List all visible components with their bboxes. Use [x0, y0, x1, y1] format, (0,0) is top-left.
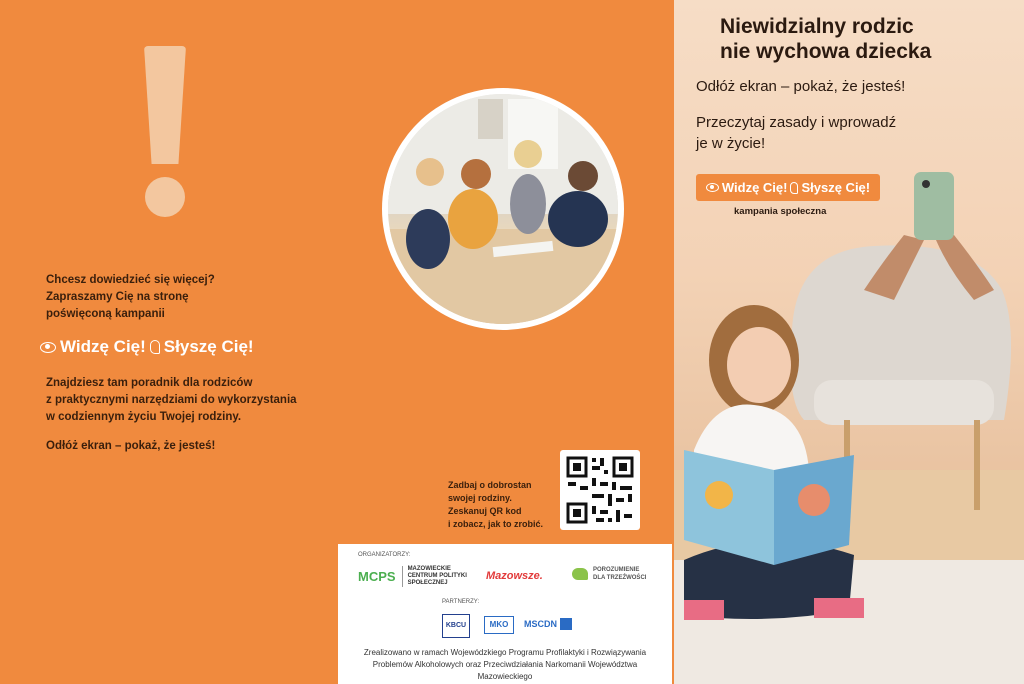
mko-logo: MKO: [484, 616, 514, 634]
mcps-line-1: MAZOWIECKIE: [407, 566, 451, 572]
qr-code-image: [560, 450, 640, 530]
mcps-acronym: MCPS: [358, 569, 396, 584]
eye-icon: [706, 183, 719, 192]
intro-line-3: poświęconą kampanii: [46, 308, 165, 320]
funding-line-3: Mazowieckiego: [477, 672, 533, 681]
qr-line-2: swojej rodziny.: [448, 493, 512, 503]
right-subtitle: Odłóż ekran – pokaż, że jesteś!: [696, 78, 906, 95]
campaign-part-1: Widzę Cię!: [60, 337, 146, 356]
campaign-name: [40, 337, 254, 357]
book-icon: [560, 618, 572, 630]
campaign-badge: [696, 174, 880, 201]
mazowsze-logo: Mazowsze.: [486, 570, 543, 582]
title-line-2: nie wychowa dziecka: [720, 40, 932, 63]
qr-line-1: Zadbaj o dobrostan: [448, 480, 532, 490]
porozumienie-line-1: POROZUMIENIE: [593, 567, 640, 573]
eye-icon: [40, 342, 56, 353]
mcps-line-3: SPOŁECZNEJ: [407, 580, 448, 586]
porozumienie-text: [593, 566, 646, 582]
mcps-logo: [358, 566, 467, 587]
family-illustration: [388, 94, 618, 324]
exclamation-dot: [145, 177, 185, 217]
left-panel: [0, 0, 338, 684]
hands-icon: [572, 568, 588, 580]
kbcu-logo: KBCU: [442, 614, 470, 638]
qr-code[interactable]: [560, 450, 640, 530]
closing-text: Odłóż ekran – pokaż, że jesteś!: [46, 440, 216, 452]
porozumienie-logo: [572, 566, 646, 582]
mscdn-logo: [524, 618, 572, 630]
girl-reading-illustration: [674, 0, 1024, 684]
intro-line-1: Chcesz dowiedzieć się więcej?: [46, 274, 215, 286]
qr-line-3: Zeskanuj QR kod: [448, 506, 522, 516]
exclamation-icon: [144, 46, 186, 164]
guide-text: [46, 375, 326, 426]
right-panel: [674, 0, 1024, 684]
qr-line-4: i zobacz, jak to zrobić.: [448, 519, 544, 529]
campaign-caption: kampania społeczna: [734, 206, 827, 217]
guide-line-3: w codziennym życiu Twojej rodziny.: [46, 411, 242, 423]
intro-line-2: Zapraszamy Cię na stronę: [46, 291, 189, 303]
funding-line-2: Problemów Alkoholowych oraz Przeciwdziałania Narkomanii Województwa: [372, 660, 638, 669]
ear-icon: [790, 182, 798, 194]
mcps-full-name: [402, 566, 467, 587]
organizers-label: ORGANIZATORZY:: [358, 552, 411, 558]
title-line-1: Niewidzialny rodzic: [720, 15, 914, 38]
campaign-part-2: Słyszę Cię!: [163, 337, 254, 356]
guide-line-1: Znajdziesz tam poradnik dla rodziców: [46, 377, 253, 389]
family-photo-image: [388, 94, 618, 324]
instruction-line-2: je w życie!: [696, 135, 766, 152]
badge-part-2: Słyszę Cię!: [801, 180, 871, 195]
funding-line-1: Zrealizowano w ramach Wojewódzkiego Programu Profilaktyki i Rozwiązywania: [363, 648, 647, 657]
qr-instruction: [448, 479, 558, 531]
ear-icon: [150, 340, 160, 354]
mcps-line-2: CENTRUM POLITYKI: [407, 573, 467, 579]
organizers-box: [338, 544, 672, 684]
porozumienie-line-2: DLA TRZEŹWOŚCI: [593, 575, 647, 581]
instruction-line-1: Przeczytaj zasady i wprowadź: [696, 114, 897, 131]
intro-text: [46, 272, 296, 323]
badge-part-1: Widzę Cię!: [721, 180, 788, 195]
funding-note: [348, 647, 662, 683]
family-photo: [382, 88, 624, 330]
right-title: [720, 14, 980, 64]
partners-label: PARTNERZY:: [442, 599, 480, 605]
guide-line-2: z praktycznymi narzędziami do wykorzystania: [46, 394, 297, 406]
right-instruction: [696, 112, 956, 154]
mscdn-text: MSCDN: [524, 619, 557, 629]
